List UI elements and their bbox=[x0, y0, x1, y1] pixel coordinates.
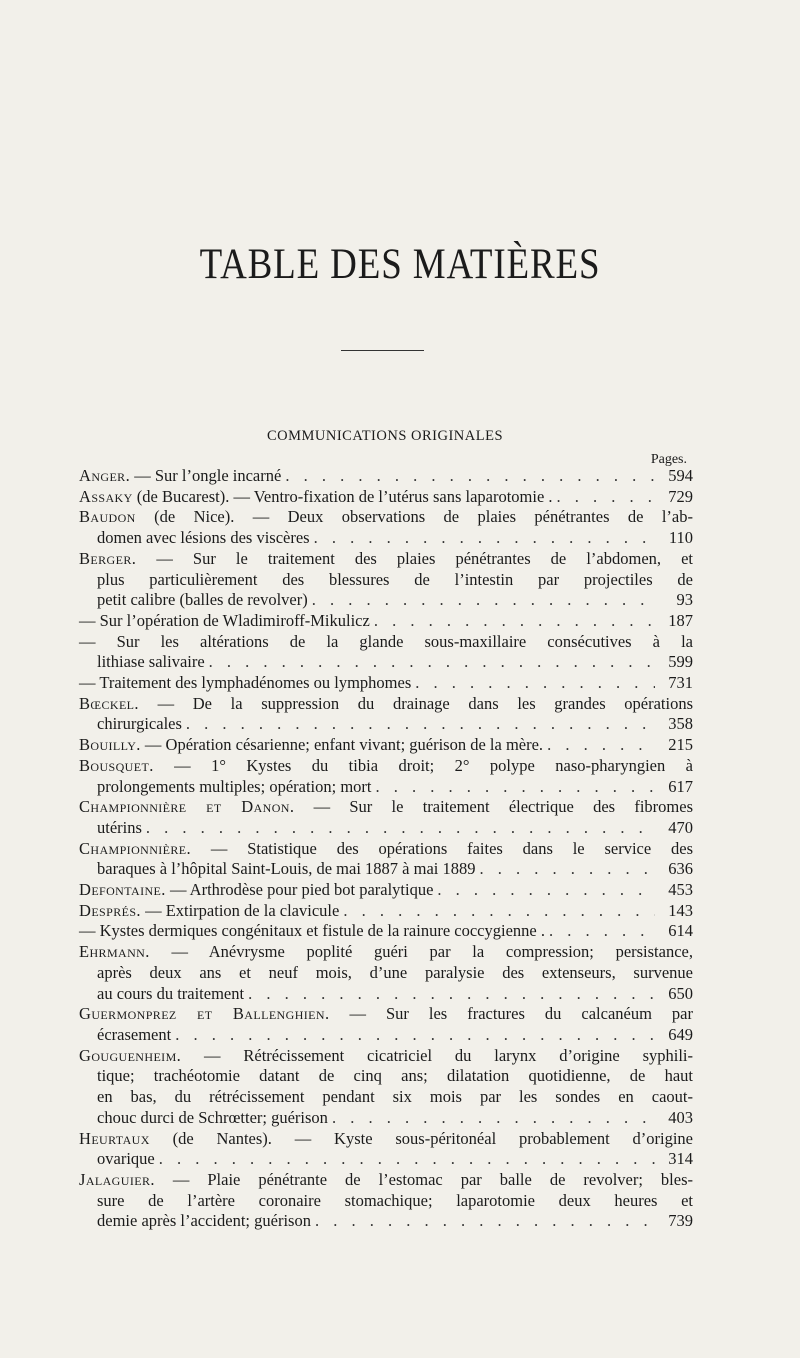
toc-entry-line bbox=[79, 1025, 693, 1046]
toc-entry-line bbox=[79, 963, 693, 984]
toc-entry-line bbox=[79, 1170, 693, 1191]
toc-entry-text-wrap bbox=[97, 1211, 311, 1232]
toc-entry-line bbox=[79, 1211, 693, 1232]
dot-leader bbox=[343, 901, 655, 922]
toc-author: Assaky bbox=[79, 486, 133, 506]
toc-entry-text: baraques à l’hôpital Saint-Louis, de mai 1887 à mai 1889 bbox=[97, 859, 476, 879]
toc-entry-text: plus particulièrement des blessures de l’intestin par projectiles de bbox=[97, 569, 693, 589]
toc-page-number: 729 bbox=[668, 486, 693, 506]
dot-leader bbox=[415, 673, 655, 694]
toc-entry-text: — Traitement des lymphadénomes ou lymphomes bbox=[79, 673, 412, 693]
pages-column-label: Pages. bbox=[650, 452, 687, 467]
dot-leader bbox=[312, 590, 655, 611]
toc-author: Bouilly. bbox=[79, 735, 141, 755]
toc-entry-text: — Anévrysme poplité guéri par la compression; persistance, bbox=[171, 942, 693, 962]
toc-entry-text: (de Nantes). — Kyste sous-péritonéal probablement d’origine bbox=[172, 1128, 693, 1148]
toc-entry-text: demie après l’accident; guérison bbox=[97, 1211, 311, 1231]
dot-leader bbox=[557, 487, 655, 508]
toc-entry-text: — Sur le traitement des plaies pénétrantes de l’abdomen, et bbox=[156, 548, 693, 568]
toc-entry-text: — Sur l’ongle incarné bbox=[134, 466, 282, 485]
toc-entry-text-wrap bbox=[97, 818, 142, 839]
dot-leader bbox=[209, 652, 655, 673]
toc-entry-text: — Sur les altérations de la glande sous-maxillaire consécutives à la bbox=[79, 631, 693, 651]
toc-page-number: 110 bbox=[668, 528, 693, 548]
toc-entry-text: chirurgicales bbox=[97, 714, 182, 734]
toc-entry bbox=[79, 1046, 693, 1129]
toc-entry-line bbox=[79, 1087, 693, 1108]
toc-author: Ehrmann. bbox=[79, 942, 150, 962]
dot-leader bbox=[159, 1149, 655, 1170]
toc-author: Bousquet. bbox=[79, 755, 154, 775]
toc-entry bbox=[79, 735, 693, 756]
dot-leader bbox=[314, 528, 655, 549]
toc-entry bbox=[79, 507, 693, 548]
toc-entry-text: domen avec lésions des viscères bbox=[97, 528, 310, 548]
toc-author: Championnière. bbox=[79, 838, 192, 858]
toc-entry-text-wrap bbox=[79, 487, 553, 508]
toc-entry-text: petit calibre (balles de revolver) bbox=[97, 590, 308, 610]
toc-entry-text: (de Bucarest). — Ventro-fixation de l’utérus sans laparotomie . bbox=[136, 486, 553, 506]
toc-page-number: 470 bbox=[668, 817, 693, 837]
toc-entry-text-wrap bbox=[79, 673, 411, 694]
toc-entry-line bbox=[79, 632, 693, 653]
toc-entry-text-wrap bbox=[97, 984, 244, 1005]
toc-entry-line bbox=[79, 880, 693, 901]
toc-author: Baudon bbox=[79, 507, 136, 527]
toc-entry-line bbox=[79, 735, 693, 756]
toc-author: Jalaguier. bbox=[79, 1169, 155, 1189]
dot-leader bbox=[285, 466, 655, 487]
toc-entry-line bbox=[79, 590, 693, 611]
toc-page-number: 143 bbox=[668, 900, 693, 920]
toc-entry bbox=[79, 549, 693, 611]
toc-entry-text-wrap bbox=[97, 859, 476, 880]
toc-entry bbox=[79, 1170, 693, 1232]
toc-entry bbox=[79, 756, 693, 797]
toc-author: Després. bbox=[79, 900, 141, 920]
toc-entry-line bbox=[79, 1149, 693, 1170]
toc-entry-line bbox=[79, 984, 693, 1005]
toc-entry-text-wrap bbox=[79, 466, 281, 487]
toc-author: Gouguenheim. bbox=[79, 1045, 182, 1065]
toc-entry bbox=[79, 487, 693, 508]
toc-entry-line bbox=[79, 714, 693, 735]
toc-page-number: 636 bbox=[668, 859, 693, 879]
toc-entry bbox=[79, 694, 693, 735]
dot-leader bbox=[175, 1025, 655, 1046]
section-heading: COMMUNICATIONS ORIGINALES bbox=[266, 428, 504, 444]
toc-entry-text: ovarique bbox=[97, 1149, 155, 1169]
toc-entry-text-wrap bbox=[97, 714, 182, 735]
toc-entry-line bbox=[79, 756, 693, 777]
toc-entry-line bbox=[79, 611, 693, 632]
toc-entry-text-wrap bbox=[79, 921, 545, 942]
toc-entry-line bbox=[79, 1066, 693, 1087]
toc-entry-text-wrap bbox=[79, 611, 370, 632]
toc-entry-line bbox=[79, 570, 693, 591]
toc-entry-line bbox=[79, 652, 693, 673]
toc-entry-text-wrap bbox=[97, 777, 372, 798]
toc-entry-text: après deux ans et neuf mois, d’une paralysie des extenseurs, survenue bbox=[97, 962, 693, 982]
toc-entry-text: — Extirpation de la clavicule bbox=[145, 900, 340, 920]
toc-entry-text-wrap bbox=[97, 1108, 328, 1129]
toc-page-number: 403 bbox=[668, 1107, 693, 1127]
toc-entry-line bbox=[79, 466, 693, 487]
toc-entry-text-wrap bbox=[97, 590, 308, 611]
toc-entry-line bbox=[79, 1046, 693, 1067]
toc-entry-line bbox=[79, 818, 693, 839]
toc-page-number: 453 bbox=[668, 880, 693, 900]
toc-entry-text-wrap bbox=[79, 735, 543, 756]
toc-entry-text-wrap bbox=[97, 1149, 155, 1170]
toc-entry-text: tique; trachéotomie datant de cinq ans; dilatation quotidienne, de haut bbox=[97, 1066, 693, 1086]
toc-entry-line bbox=[79, 859, 693, 880]
toc-entry bbox=[79, 839, 693, 880]
toc-entry-text: — Sur le traitement électrique des fibromes bbox=[313, 797, 694, 817]
toc-entry-line bbox=[79, 1108, 693, 1129]
dot-leader bbox=[374, 611, 655, 632]
toc-entry-line bbox=[79, 777, 693, 798]
toc-entry-text: — Plaie pénétrante de l’estomac par balle de revolver; bles- bbox=[172, 1169, 694, 1189]
toc-entry-line bbox=[79, 839, 693, 860]
toc-entry-text: chouc durci de Schrœtter; guérison bbox=[97, 1107, 328, 1127]
toc-entry bbox=[79, 921, 693, 942]
toc-page-number: 314 bbox=[668, 1149, 693, 1169]
toc-entry-text: — Sur les fractures du calcanéum par bbox=[349, 1004, 693, 1024]
toc-entry-text: — Sur l’opération de Wladimiroff-Mikulicz bbox=[79, 610, 370, 630]
toc-entry-text: écrasement bbox=[97, 1024, 172, 1044]
toc-entry-text-wrap bbox=[79, 880, 433, 901]
toc-entry bbox=[79, 797, 693, 838]
title-rule bbox=[341, 350, 424, 351]
toc-page-number: 650 bbox=[668, 983, 693, 1003]
toc-entry bbox=[79, 632, 693, 673]
toc-page-number: 215 bbox=[668, 735, 693, 755]
toc-entry-text-wrap bbox=[79, 901, 339, 922]
toc-entry bbox=[79, 673, 693, 694]
toc-page-number: 358 bbox=[668, 714, 693, 734]
toc-entry-line bbox=[79, 901, 693, 922]
toc-entry-text: — De la suppression du drainage dans les grandes opérations bbox=[157, 693, 694, 713]
toc-entry-text: utérins bbox=[97, 817, 142, 837]
toc-entry-text: — Rétrécissement cicatriciel du larynx d’origine syphili- bbox=[204, 1045, 694, 1065]
toc-entry-line bbox=[79, 528, 693, 549]
toc-entry-line bbox=[79, 921, 693, 942]
toc-entry bbox=[79, 1004, 693, 1045]
toc-author: Guermonprez et Ballenghien. bbox=[79, 1004, 330, 1024]
dot-leader bbox=[376, 777, 656, 798]
toc-entry-line bbox=[79, 507, 693, 528]
page-title: TABLE DES MATIÈRES bbox=[199, 241, 601, 288]
toc-entry-line bbox=[79, 942, 693, 963]
toc-page-number: 731 bbox=[668, 673, 693, 693]
dot-leader bbox=[332, 1108, 655, 1129]
toc-entry-text: — Statistique des opérations faites dans le service des bbox=[210, 838, 693, 858]
toc-entry-line bbox=[79, 1129, 693, 1150]
toc-entry-text: lithiase salivaire bbox=[97, 652, 205, 672]
toc-entry-line bbox=[79, 487, 693, 508]
toc-entry-text-wrap bbox=[97, 652, 205, 673]
toc-page-number: 594 bbox=[668, 466, 693, 485]
toc-entry bbox=[79, 901, 693, 922]
toc-page-number: 599 bbox=[668, 652, 693, 672]
dot-leader bbox=[549, 921, 655, 942]
toc-entry-text-wrap bbox=[97, 528, 310, 549]
toc-entry-text: en bas, du rétrécissement pendant six mois par les sondes en caout- bbox=[97, 1087, 693, 1107]
toc-entry-line bbox=[79, 1004, 693, 1025]
toc-entry-text: — Kystes dermiques congénitaux et fistule de la rainure coccygienne . bbox=[79, 921, 545, 941]
dot-leader bbox=[186, 714, 655, 735]
toc-entry bbox=[79, 880, 693, 901]
toc-entry-text: — 1° Kystes du tibia droit; 2° polype naso-pharyngien à bbox=[174, 755, 693, 775]
toc-page-number: 739 bbox=[668, 1211, 693, 1231]
toc-author: Bœckel. bbox=[79, 693, 139, 713]
toc-entry-text: sure de l’artère coronaire stomachique; laparotomie deux heures et bbox=[97, 1190, 693, 1210]
toc-entry bbox=[79, 466, 693, 487]
dot-leader bbox=[437, 880, 655, 901]
toc-entry-line bbox=[79, 797, 693, 818]
toc-page-number: 614 bbox=[668, 921, 693, 941]
toc-author: Defontaine. bbox=[79, 880, 166, 900]
toc-entry bbox=[79, 611, 693, 632]
toc-entry-line bbox=[79, 1191, 693, 1212]
toc-entry bbox=[79, 1129, 693, 1170]
toc-page-number: 93 bbox=[676, 590, 693, 610]
dot-leader bbox=[547, 735, 655, 756]
toc-entry-line bbox=[79, 694, 693, 715]
toc-entry-text: (de Nice). — Deux observations de plaies pénétrantes de l’ab- bbox=[154, 507, 693, 527]
toc-author: Championnière et Danon. bbox=[79, 797, 295, 817]
toc-entry-text: au cours du traitement bbox=[97, 983, 245, 1003]
toc-entry-line bbox=[79, 549, 693, 570]
toc-author: Anger. bbox=[79, 466, 131, 485]
toc-entry-line bbox=[79, 673, 693, 694]
dot-leader bbox=[248, 984, 655, 1005]
table-of-contents bbox=[79, 466, 693, 1232]
toc-author: Heurtaux bbox=[79, 1128, 150, 1148]
toc-entry-text: prolongements multiples; opération; mort bbox=[97, 776, 372, 796]
toc-page-number: 649 bbox=[668, 1024, 693, 1044]
toc-author: Berger. bbox=[79, 548, 137, 568]
toc-entry-text: — Opération césarienne; enfant vivant; guérison de la mère. bbox=[144, 735, 544, 755]
toc-entry-text: — Arthrodèse pour pied bot paralytique bbox=[169, 880, 434, 900]
dot-leader bbox=[315, 1211, 655, 1232]
toc-entry-text-wrap bbox=[97, 1025, 171, 1046]
dot-leader bbox=[480, 859, 656, 880]
toc-page-number: 617 bbox=[668, 776, 693, 796]
toc-entry bbox=[79, 942, 693, 1004]
toc-page-number: 187 bbox=[668, 610, 693, 630]
dot-leader bbox=[146, 818, 655, 839]
